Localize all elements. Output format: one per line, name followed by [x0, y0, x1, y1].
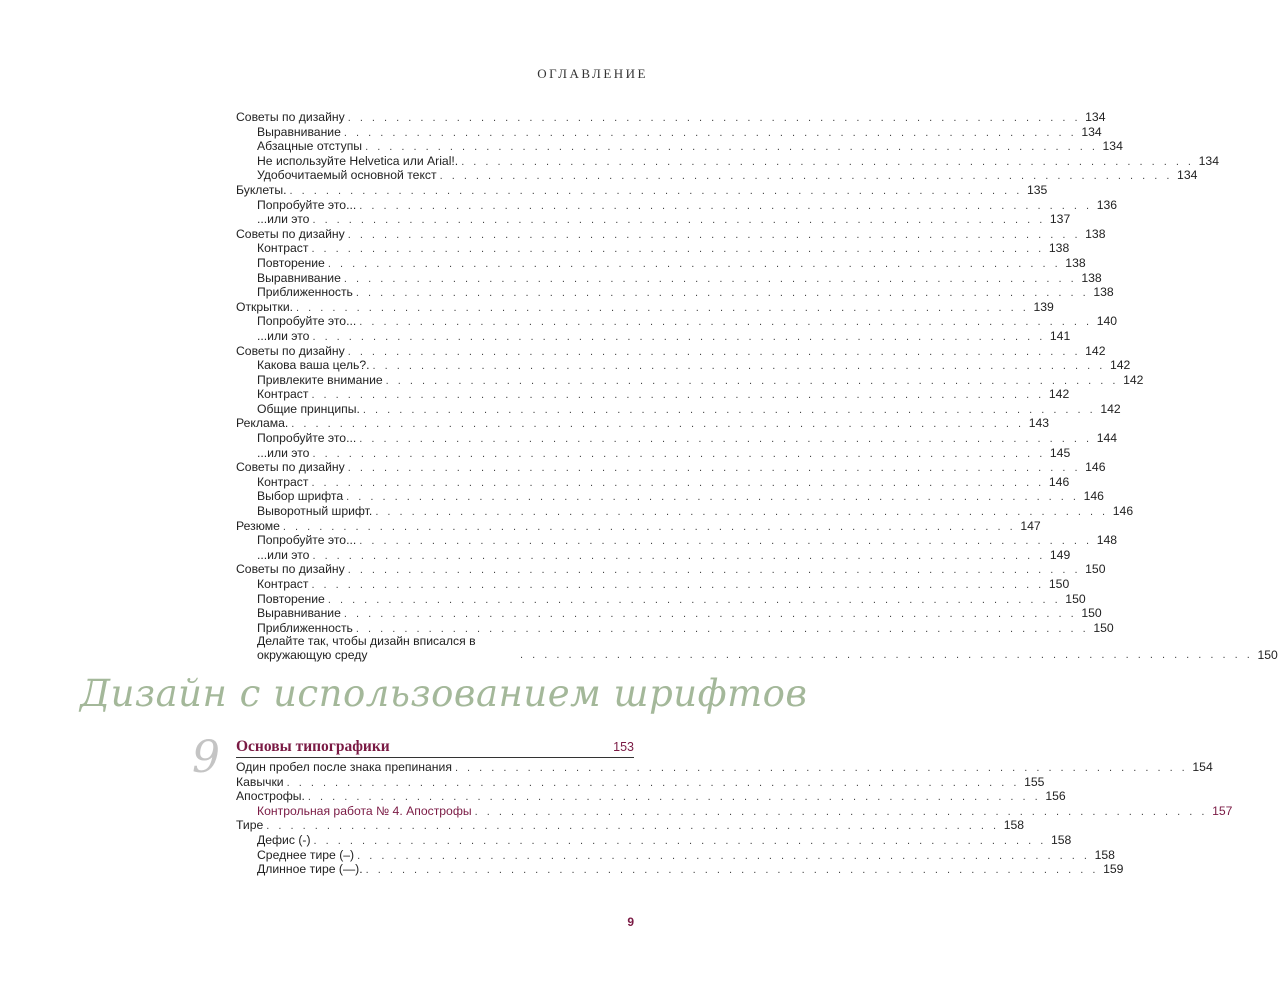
toc-entry-label: Контраст — [257, 577, 309, 591]
dot-leader — [311, 476, 1044, 491]
toc-entry[interactable] — [236, 343, 1106, 359]
dot-leader — [311, 578, 1044, 593]
toc-entry-label: Контраст — [257, 387, 309, 402]
toc-entry-page: 155 — [1024, 774, 1045, 789]
dot-leader — [283, 520, 1016, 535]
toc-entry[interactable] — [236, 577, 1070, 592]
toc-entry[interactable] — [236, 358, 1131, 373]
dot-leader — [373, 359, 1106, 374]
toc-entry-label: Абзацные отступы — [257, 139, 363, 154]
toc-entry-label: Попробуйте это... — [257, 314, 357, 329]
dot-leader — [348, 111, 1081, 126]
part-title: Дизайн с использованием шрифтов — [80, 672, 808, 715]
toc-entry-page: 135 — [1026, 182, 1048, 197]
toc-entry-page: 142 — [1100, 401, 1121, 416]
toc-entry-page: 143 — [1028, 416, 1050, 431]
dot-leader — [475, 805, 1208, 820]
toc-entry[interactable] — [236, 504, 1134, 519]
toc-entry-label: Привлеките внимание — [257, 372, 383, 387]
dot-leader — [344, 272, 1077, 287]
dot-leader — [363, 403, 1096, 418]
dot-leader — [440, 169, 1173, 184]
toc-entry-label: Повторение — [257, 591, 325, 606]
toc-entry-label: ...или это — [257, 547, 310, 562]
toc-entry-page: 134 — [1081, 124, 1102, 139]
toc-entry-page: 144 — [1096, 431, 1118, 446]
toc-entry-page: 137 — [1049, 212, 1071, 227]
toc-entry-page: 139 — [1033, 299, 1054, 314]
toc-entry-label: Реклама. — [236, 416, 289, 431]
toc-entry-page: 156 — [1045, 789, 1066, 804]
toc-entry[interactable] — [236, 110, 1106, 125]
dot-leader — [520, 648, 1253, 663]
toc-entry-label: Советы по дизайну — [236, 460, 345, 475]
dot-leader — [311, 388, 1044, 403]
toc-entry[interactable] — [236, 212, 1071, 227]
toc-entry-label: Контрольная работа № 4. Апострофы — [257, 803, 472, 818]
toc-entry-label: Повторение — [257, 255, 325, 270]
dot-leader — [348, 461, 1081, 476]
toc-entry[interactable] — [236, 460, 1106, 475]
toc-entry[interactable] — [236, 445, 1071, 461]
toc-entry-page: 146 — [1083, 489, 1104, 504]
toc-entry-label: Не используйте Helvetica или Arial!. — [257, 153, 459, 168]
toc-list — [236, 110, 1278, 662]
toc-entry-page: 138 — [1065, 255, 1086, 270]
toc-entry-label: Удобочитаемый основной текст — [257, 168, 437, 183]
toc-entry[interactable] — [236, 474, 1070, 490]
toc-entry-label: Контраст — [257, 241, 309, 256]
toc-entry-label: Открытки. — [236, 299, 294, 314]
toc-entry-page: 142 — [1085, 343, 1106, 358]
toc-entry[interactable] — [236, 182, 1048, 198]
toc-entry-label: Выравнивание — [257, 606, 341, 621]
toc-entry[interactable] — [236, 314, 1118, 329]
dot-leader — [365, 140, 1098, 155]
toc-entry[interactable] — [236, 760, 1213, 775]
dot-leader — [386, 374, 1119, 389]
toc-entry-page: 141 — [1049, 328, 1071, 343]
toc-entry-label: ...или это — [257, 212, 310, 227]
chapter-heading[interactable] — [236, 738, 634, 758]
toc-entry[interactable] — [236, 124, 1102, 140]
toc-entry-page: 150 — [1257, 647, 1278, 662]
toc-entry[interactable] — [236, 489, 1104, 504]
toc-entry-label: Тире — [236, 818, 264, 833]
toc-entry-label: ...или это — [257, 445, 310, 460]
toc-entry[interactable] — [236, 328, 1071, 344]
toc-entry-label: Выворотный шрифт. — [257, 504, 373, 519]
toc-entry-label: Приближенность — [257, 285, 353, 300]
dot-leader — [455, 761, 1188, 776]
toc-entry[interactable] — [236, 255, 1086, 271]
dot-leader — [344, 607, 1077, 622]
dot-leader — [359, 315, 1092, 330]
toc-entry[interactable] — [236, 847, 1115, 863]
toc-entry[interactable] — [236, 818, 1025, 833]
dot-leader — [344, 126, 1077, 141]
toc-entry-page: 150 — [1065, 591, 1086, 606]
toc-entry[interactable] — [236, 241, 1070, 256]
toc-entry[interactable] — [236, 226, 1106, 242]
dot-leader — [314, 834, 1047, 849]
running-head: ОГЛАВЛЕНИЕ — [537, 66, 648, 81]
toc-entry-page: 150 — [1081, 606, 1102, 621]
toc-entry-page: 149 — [1049, 547, 1071, 562]
toc-entry[interactable] — [236, 591, 1086, 607]
toc-entry-page: 134 — [1177, 168, 1198, 183]
toc-entry[interactable] — [236, 518, 1041, 534]
toc-entry-page: 157 — [1212, 803, 1233, 818]
toc-entry[interactable] — [236, 533, 1118, 548]
toc-entry[interactable] — [236, 634, 1278, 662]
toc-entry-label: Среднее тире (–) — [257, 847, 355, 862]
toc-entry[interactable] — [236, 774, 1045, 790]
toc-entry-label: Буклеты. — [236, 182, 287, 197]
toc-entry-label: Попробуйте это... — [257, 197, 357, 212]
toc-entry[interactable] — [236, 862, 1124, 877]
toc-entry-label: Длинное тире (—). — [257, 862, 363, 877]
dot-leader — [328, 593, 1061, 608]
toc-entry-label: Советы по дизайну — [236, 562, 345, 577]
dot-leader — [308, 790, 1041, 805]
dot-leader — [359, 199, 1092, 214]
toc-entry[interactable] — [236, 139, 1123, 154]
toc-entry-page: 140 — [1096, 314, 1118, 329]
dot-leader — [357, 849, 1090, 864]
toc-entry[interactable] — [236, 168, 1198, 183]
dot-leader — [266, 819, 999, 834]
dot-leader — [366, 863, 1099, 878]
toc-entry-label: Контраст — [257, 474, 309, 489]
toc-entry-label: ...или это — [257, 328, 310, 343]
toc-entry-label: Какова ваша цель?. — [257, 358, 370, 373]
toc-entry-label: Апострофы. — [236, 789, 305, 804]
toc-entry-label: Выравнивание — [257, 124, 341, 139]
toc-entry[interactable] — [236, 606, 1102, 621]
chapter-toc-list — [236, 760, 1233, 877]
toc-entry-label: Выбор шрифта — [257, 489, 344, 504]
toc-entry[interactable] — [236, 620, 1114, 636]
toc-entry-page: 138 — [1085, 226, 1106, 241]
dot-leader — [359, 432, 1092, 447]
toc-entry[interactable] — [236, 387, 1070, 402]
toc-entry-page: 158 — [1003, 818, 1025, 833]
toc-entry[interactable] — [236, 285, 1114, 300]
dot-leader — [359, 534, 1092, 549]
toc-entry-page: 146 — [1085, 460, 1106, 475]
toc-entry-label: Попробуйте это... — [257, 533, 357, 548]
toc-entry-page: 134 — [1085, 110, 1106, 124]
toc-entry-label: Приближенность — [257, 620, 353, 635]
toc-entry-label: Кавычки — [236, 774, 284, 789]
dot-leader — [312, 213, 1045, 228]
toc-entry-page: 142 — [1123, 372, 1144, 387]
dot-leader — [311, 242, 1044, 257]
dot-leader — [375, 505, 1108, 520]
toc-entry-page: 142 — [1048, 387, 1070, 402]
chapter-number: 9 — [192, 732, 220, 783]
toc-entry-label: Один пробел после знака препинания — [236, 760, 452, 774]
dot-leader — [287, 776, 1020, 791]
dot-leader — [461, 155, 1194, 170]
toc-entry-page: 150 — [1085, 562, 1106, 577]
toc-entry-page: 150 — [1048, 577, 1070, 591]
toc-entry-page: 142 — [1109, 358, 1131, 373]
toc-entry-label: Попробуйте это... — [257, 431, 357, 446]
toc-entry-label: Советы по дизайну — [236, 343, 345, 358]
toc-entry-page: 138 — [1093, 285, 1114, 300]
chapter-page: 153 — [613, 740, 634, 754]
toc-entry-label: Советы по дизайну — [236, 226, 345, 241]
toc-entry[interactable] — [236, 431, 1118, 446]
toc-entry-label: Общие принципы. — [257, 401, 360, 416]
toc-entry-page: 134 — [1102, 139, 1123, 154]
toc-entry-page: 159 — [1103, 862, 1124, 877]
toc-entry-page: 154 — [1192, 760, 1213, 774]
dot-leader — [291, 417, 1024, 432]
toc-entry-page: 146 — [1112, 504, 1134, 519]
toc-entry[interactable] — [236, 547, 1071, 563]
page-number: 9 — [627, 915, 634, 929]
toc-entry[interactable] — [236, 372, 1144, 388]
dot-leader — [312, 447, 1045, 462]
dot-leader — [312, 330, 1045, 345]
dot-leader — [346, 490, 1079, 505]
toc-entry-label: Советы по дизайну — [236, 110, 345, 124]
dot-leader — [328, 257, 1061, 272]
dot-leader — [356, 286, 1089, 301]
toc-entry[interactable] — [236, 270, 1102, 286]
dot-leader — [348, 563, 1081, 578]
dot-leader — [296, 301, 1029, 316]
toc-entry-page: 134 — [1198, 153, 1219, 168]
toc-entry-label: Выравнивание — [257, 270, 341, 285]
toc-entry-page: 136 — [1096, 197, 1118, 212]
toc-entry-page: 138 — [1081, 270, 1102, 285]
toc-entry[interactable] — [236, 562, 1106, 577]
dot-leader — [312, 549, 1045, 564]
toc-entry[interactable] — [236, 803, 1233, 819]
dot-leader — [348, 345, 1081, 360]
toc-entry-page: 145 — [1049, 445, 1071, 460]
toc-entry-page: 158 — [1094, 847, 1115, 862]
toc-entry-label: Резюме — [236, 518, 280, 533]
toc-entry-label: Делайте так, чтобы дизайн вписался в окружающую среду — [257, 634, 476, 662]
toc-entry[interactable] — [236, 416, 1050, 431]
toc-entry-page: 147 — [1020, 518, 1041, 533]
dot-leader — [290, 184, 1023, 199]
toc-entry[interactable] — [236, 299, 1054, 315]
chapter-title: Основы типографики — [236, 738, 390, 755]
toc-entry-page: 150 — [1093, 620, 1114, 635]
toc-entry-page: 146 — [1048, 474, 1070, 489]
toc-entry-page: 148 — [1096, 533, 1118, 548]
toc-entry[interactable] — [236, 197, 1118, 213]
dot-leader — [348, 228, 1081, 243]
toc-entry[interactable] — [236, 832, 1072, 848]
toc-entry[interactable] — [236, 789, 1066, 804]
toc-entry-label: Дефис (-) — [257, 832, 311, 847]
toc-entry-page: 138 — [1048, 241, 1070, 256]
toc-entry[interactable] — [236, 401, 1121, 417]
toc-entry-page: 158 — [1050, 832, 1072, 847]
toc-entry[interactable] — [236, 153, 1219, 169]
